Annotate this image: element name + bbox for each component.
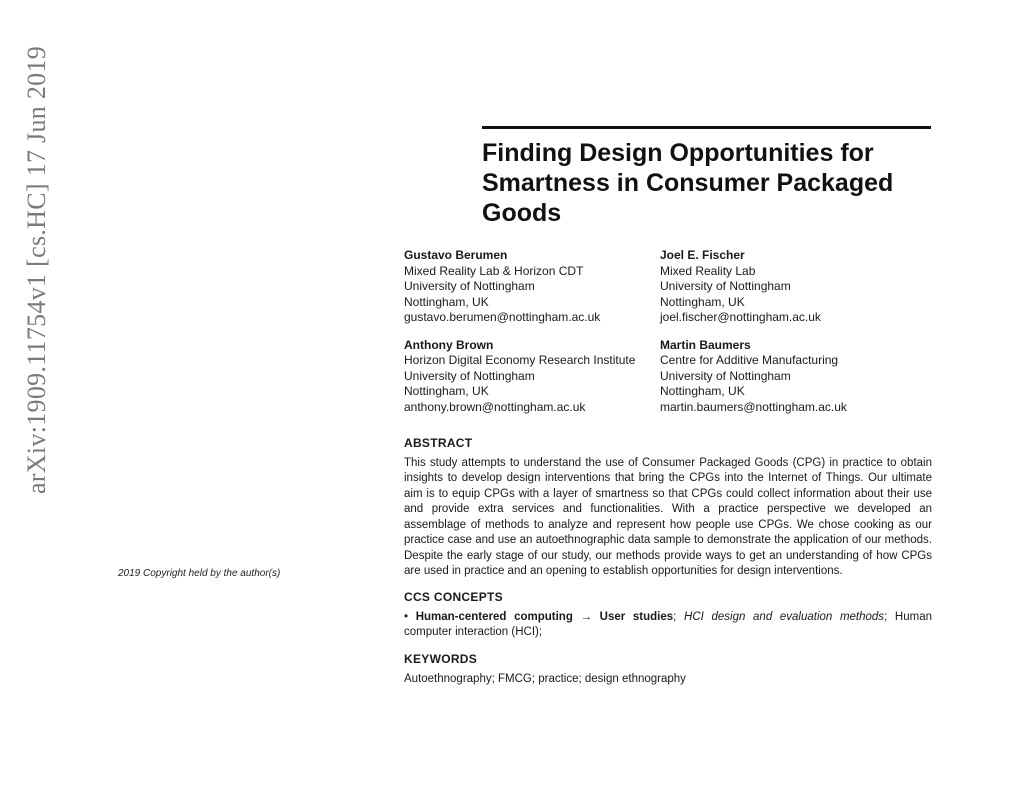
author-affiliation: Mixed Reality Lab & Horizon CDT <box>404 263 584 278</box>
author-block <box>660 248 940 326</box>
ccs-italic-concept: HCI design and evaluation methods <box>684 610 885 623</box>
author-university: University of Nottingham <box>404 279 535 293</box>
arxiv-identifier: arXiv:1909.11754v1 [cs.HC] 17 Jun 2019 <box>22 45 51 494</box>
keywords-section <box>404 652 932 687</box>
copyright-notice: 2019 Copyright held by the author(s) <box>118 568 281 579</box>
ccs-concept: Human-centered computing <box>415 610 573 623</box>
author-email[interactable]: martin.baumers@nottingham.ac.uk <box>660 399 847 414</box>
author-university: University of Nottingham <box>660 279 791 293</box>
ccs-heading: CCS CONCEPTS <box>404 590 503 604</box>
author-affiliation: Centre for Additive Manufacturing <box>660 353 839 367</box>
ccs-concepts-section <box>404 590 932 641</box>
paper-title: Finding Design Opportunities for Smartness in Consumer Packaged Goods <box>482 139 894 227</box>
author-block <box>404 248 660 326</box>
author-list <box>404 248 944 415</box>
ccs-subconcept: User studies <box>599 610 674 623</box>
author-block <box>404 338 660 416</box>
ccs-arrow: → <box>580 610 593 623</box>
keywords-heading: KEYWORDS <box>404 652 478 666</box>
author-email[interactable]: gustavo.berumen@nottingham.ac.uk <box>404 310 601 324</box>
ccs-text <box>404 610 932 641</box>
author-university: University of Nottingham <box>660 368 791 383</box>
author-email[interactable]: joel.fischer@nottingham.ac.uk <box>660 310 821 324</box>
author-email[interactable]: anthony.brown@nottingham.ac.uk <box>404 399 586 414</box>
author-block <box>660 338 940 416</box>
title-rule <box>482 126 931 129</box>
keywords-text: Autoethnography; FMCG; practice; design ethnography <box>404 672 686 685</box>
author-location: Nottingham, UK <box>404 384 489 398</box>
ccs-rest: ; Human computer interaction (HCI); <box>404 610 932 638</box>
author-location: Nottingham, UK <box>404 294 489 309</box>
author-university: University of Nottingham <box>404 368 535 383</box>
abstract-section <box>404 436 932 580</box>
author-name: Martin Baumers <box>660 337 751 352</box>
author-name: Gustavo Berumen <box>404 248 508 262</box>
author-location: Nottingham, UK <box>660 294 745 309</box>
author-affiliation: Mixed Reality Lab <box>660 263 756 278</box>
author-location: Nottingham, UK <box>660 384 745 398</box>
author-affiliation: Horizon Digital Economy Research Institute <box>404 353 636 367</box>
ccs-separator: ; <box>673 610 677 623</box>
abstract-text: This study attempts to understand the use of Consumer Packaged Goods (CPG) in practice to obtain insights to develop design interventions that bring the CPGs into the Internet of Things. Our ultimate aim is to equip CPGs with a layer of smartness so that CPGs could collect information about their use and provide extra services and functionalities. With a practice perspective we developed an assemblage of methods to analyze and represent how people use CPGs. We chose cooking as our practice case and use an autoethnographic data sample to demonstrate the application of our methods. Despite the early stage of our study, our methods provide ways to get an understanding of how CPGs are used in practice and an opening to establish opportunities for design interventions. <box>404 456 932 577</box>
ccs-bullet: • <box>404 610 409 623</box>
author-name: Anthony Brown <box>404 337 494 352</box>
abstract-heading: ABSTRACT <box>404 436 473 450</box>
author-name: Joel E. Fischer <box>660 248 745 262</box>
